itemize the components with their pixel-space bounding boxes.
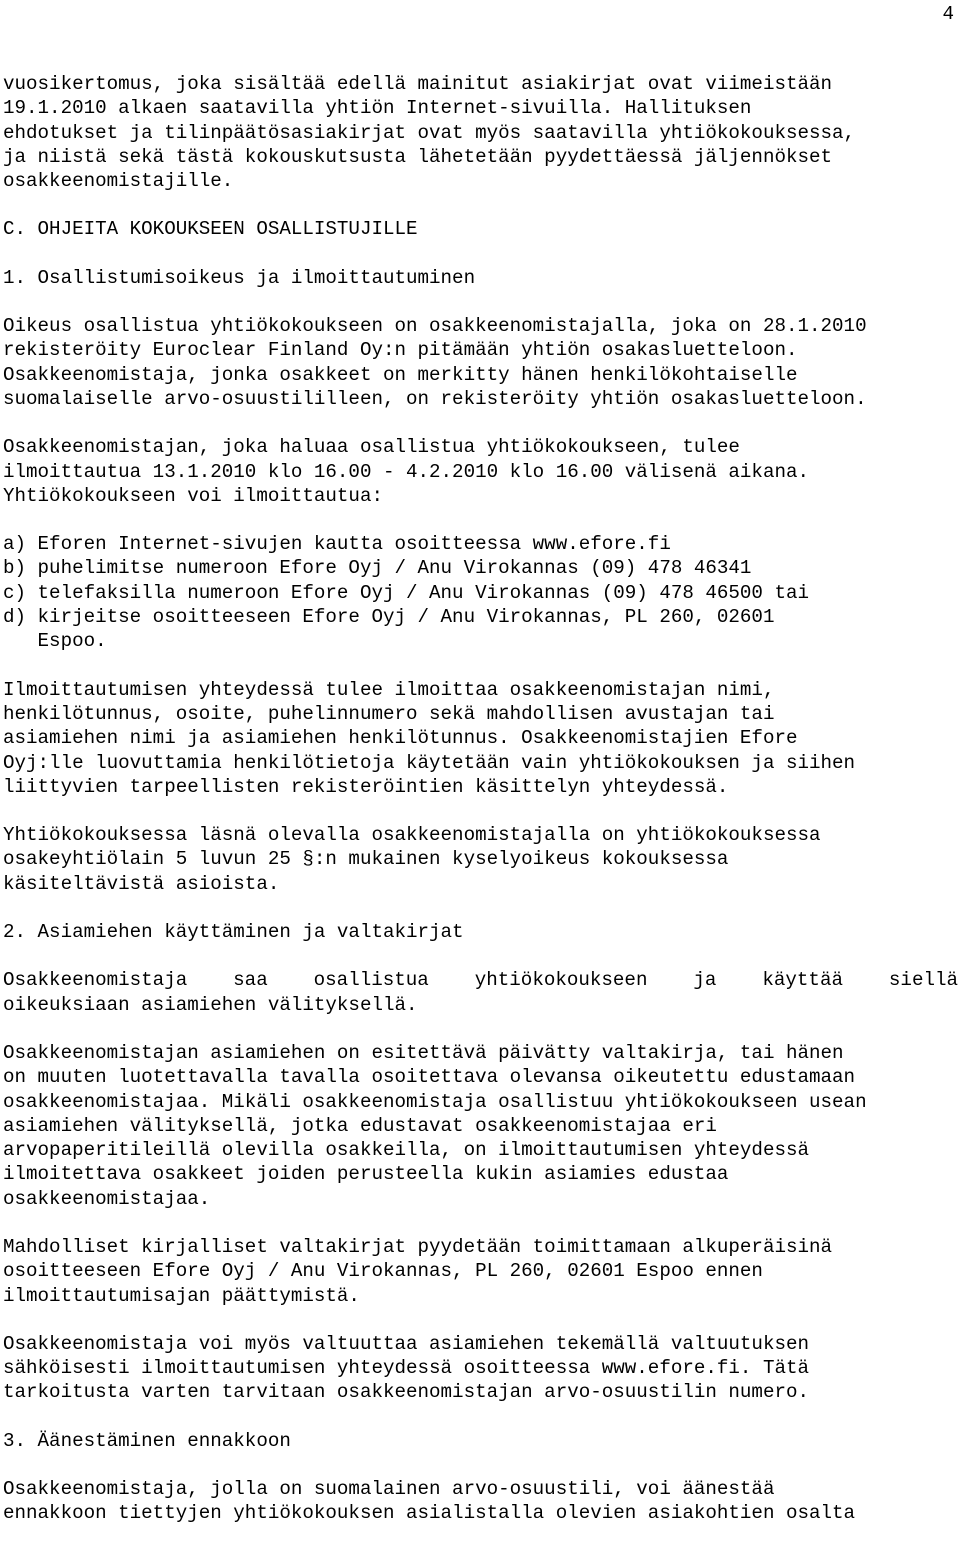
text-line: on muuten luotettavalla tavalla osoitettava olevansa oikeutettu edustamaan [3, 1066, 856, 1089]
text-line: osakkeenomistajaa. [3, 1187, 211, 1210]
section-heading: 2. Asiamiehen käyttäminen ja valtakirjat [3, 921, 464, 944]
text-line: Osakkeenomistajan, joka haluaa osallistua yhtiökokoukseen, tulee [3, 436, 740, 459]
text-line: sähköisesti ilmoittautumisen yhteydessä osoitteessa www.efore.fi. Tätä [3, 1357, 810, 1380]
list-item-line: c) telefaksilla numeroon Efore Oyj / Anu Virokannas (09) 478 46500 tai [3, 581, 810, 604]
text-line: asiamiehen nimi ja asiamiehen henkilötunnus. Osakkeenomistajien Efore [3, 727, 798, 750]
text-line: osoitteeseen Efore Oyj / Anu Virokannas, PL 260, 02601 Espoo ennen [3, 1260, 763, 1283]
text-line: osakeyhtiölain 5 luvun 25 §:n mukainen kyselyoikeus kokouksessa [3, 848, 729, 871]
text-line: osakkeenomistajaa. Mikäli osakkeenomistaja osallistuu yhtiökokoukseen usean [3, 1090, 867, 1113]
paragraph [3, 1041, 958, 1211]
section-heading: 3. Äänestäminen ennakkoon [3, 1429, 291, 1452]
text-line: henkilötunnus, osoite, puhelinnumero sekä mahdollisen avustajan tai [3, 702, 775, 725]
text-line: Yhtiökokoukseen voi ilmoittautua: [3, 484, 383, 507]
text-line: Osakkeenomistaja, jonka osakkeet on merkitty hänen henkilökohtaiselle [3, 363, 798, 386]
text-line: ehdotukset ja tilinpäätösasiakirjat ovat myös saatavilla yhtiökokouksessa, [3, 121, 856, 144]
list-item-line: b) puhelimitse numeroon Efore Oyj / Anu Virokannas (09) 478 46341 [3, 557, 752, 580]
text-line: suomalaiselle arvo-osuustililleen, on rekisteröity yhtiön osakasluetteloon. [3, 387, 867, 410]
paragraph [3, 823, 958, 896]
text-line: ilmoitettava osakkeet joiden perusteella kukin asiamies edustaa [3, 1163, 729, 1186]
paragraph [3, 314, 958, 411]
text-line: arvopaperitileillä olevilla osakkeilla, on ilmoittautumisen yhteydessä [3, 1139, 810, 1162]
text-line: Osakkeenomistaja saa osallistua yhtiökokoukseen ja käyttää siellä [3, 969, 958, 992]
text-line: vuosikertomus, joka sisältää edellä mainitut asiakirjat ovat viimeistään [3, 73, 833, 95]
list-item-line: a) Eforen Internet-sivujen kautta osoitteessa www.efore.fi [3, 533, 671, 556]
list-item-line: d) kirjeitse osoitteeseen Efore Oyj / Anu Virokannas, PL 260, 02601 [3, 606, 775, 629]
text-line: ja niistä sekä tästä kokouskutsusta lähetetään pyydettäessä jäljennökset [3, 145, 833, 168]
text-line: Mahdolliset kirjalliset valtakirjat pyydetään toimittamaan alkuperäisinä [3, 1235, 833, 1258]
text-line: Ilmoittautumisen yhteydessä tulee ilmoittaa osakkeenomistajan nimi, [3, 678, 775, 701]
text-line: Osakkeenomistaja voi myös valtuuttaa asiamiehen tekemällä valtuutuksen [3, 1332, 810, 1355]
paragraph [3, 1235, 958, 1308]
list-item-line: Espoo. [3, 630, 107, 653]
section-heading: 1. Osallistumisoikeus ja ilmoittautuminen [3, 266, 476, 289]
document-body [3, 72, 958, 1550]
paragraph [3, 1332, 958, 1405]
paragraph [3, 968, 958, 1017]
section-heading: C. OHJEITA KOKOUKSEEN OSALLISTUJILLE [3, 218, 418, 241]
text-line: liittyvien tarpeellisten rekisteröintien käsittelyn yhteydessä. [3, 775, 729, 798]
text-line: Oyj:lle luovuttamia henkilötietoja käytetään vain yhtiökokouksen ja siihen [3, 751, 856, 774]
text-line: asiamiehen välityksellä, jotka edustavat osakkeenomistajaa eri [3, 1114, 717, 1137]
page-number: 4 [942, 3, 954, 25]
registration-methods-list [3, 532, 958, 653]
text-line: Osakkeenomistaja, jolla on suomalainen arvo-osuustili, voi äänestää [3, 1478, 775, 1501]
text-line: Oikeus osallistua yhtiökokoukseen on osakkeenomistajalla, joka on 28.1.2010 [3, 315, 867, 338]
text-line: tarkoitusta varten tarvitaan osakkeenomistajan arvo-osuustilin numero. [3, 1381, 810, 1404]
text-line: ilmoittautumisajan päättymistä. [3, 1284, 360, 1307]
text-line: rekisteröity Euroclear Finland Oy:n pitämään yhtiön osakasluetteloon. [3, 339, 798, 362]
text-line: osakkeenomistajille. [3, 170, 234, 193]
text-line: ilmoittautua 13.1.2010 klo 16.00 - 4.2.2010 klo 16.00 välisenä aikana. [3, 460, 810, 483]
text-line: Yhtiökokouksessa läsnä olevalla osakkeenomistajalla on yhtiökokouksessa [3, 824, 821, 847]
text-line: 19.1.2010 alkaen saatavilla yhtiön Internet-sivuilla. Hallituksen [3, 97, 752, 120]
paragraph [3, 1477, 958, 1526]
text-line: Osakkeenomistajan asiamiehen on esitettävä päivätty valtakirja, tai hänen [3, 1041, 844, 1064]
paragraph [3, 678, 958, 799]
paragraph [3, 435, 958, 508]
text-line: käsiteltävistä asioista. [3, 872, 280, 895]
text-line: ennakkoon tiettyjen yhtiökokouksen asialistalla olevien asiakohtien osalta [3, 1502, 856, 1525]
paragraph [3, 72, 958, 193]
text-line: oikeuksiaan asiamiehen välityksellä. [3, 993, 418, 1016]
